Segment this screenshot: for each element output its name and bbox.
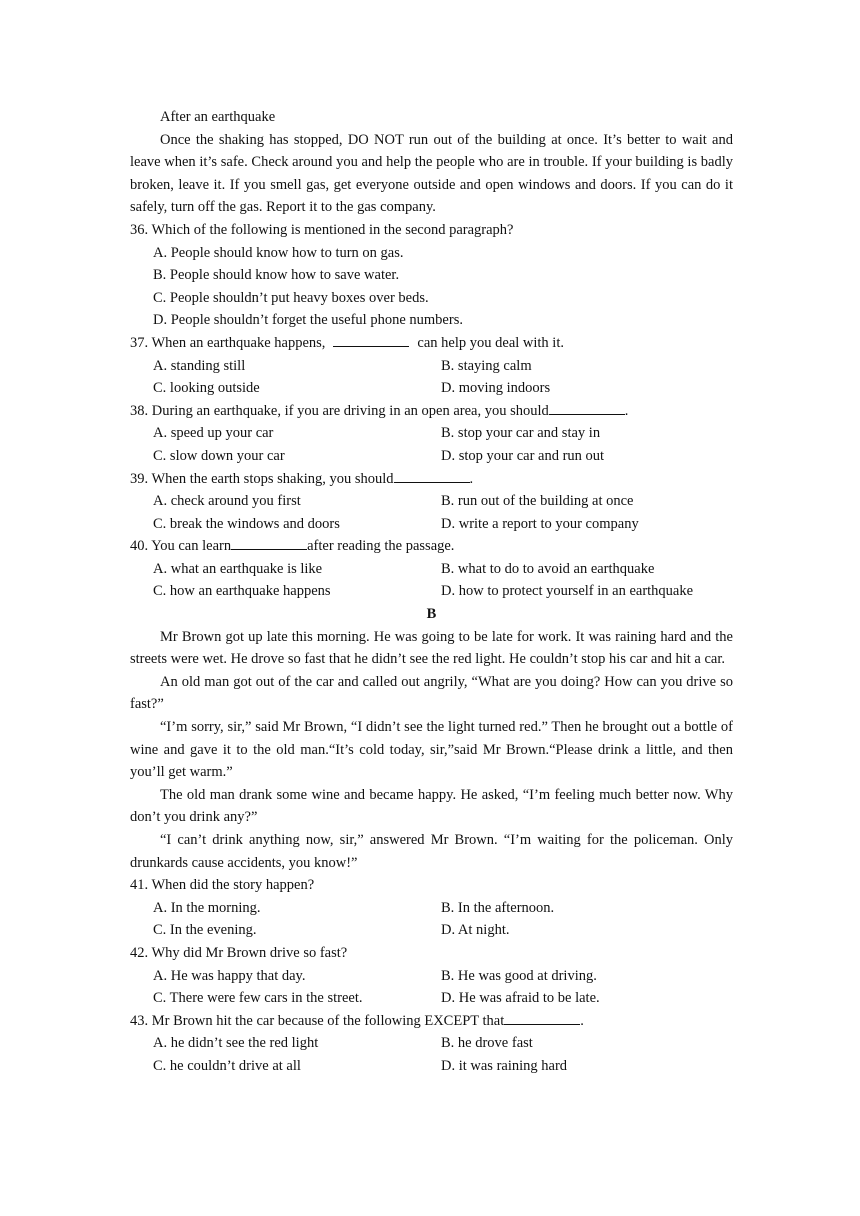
option-a: A. He was happy that day. bbox=[153, 967, 306, 984]
option-d: D. At night. bbox=[441, 922, 510, 939]
options-row bbox=[130, 490, 733, 513]
options-row bbox=[130, 987, 733, 1010]
answer-blank bbox=[394, 468, 470, 483]
passage-b-paragraph-3: “I’m sorry, sir,” said Mr Brown, “I didn’t see the light turned red.” Then he brought out a bottle of wine and gave it to the old man.“It’s cold today, sir,”said Mr Brown.“Please drink a little, and then you’ll get warm.” bbox=[130, 719, 733, 781]
question-43 bbox=[130, 1010, 733, 1078]
question-stem: 36. Which of the following is mentioned in the second paragraph? bbox=[130, 221, 514, 238]
stem-before: 39. When the earth stops shaking, you should bbox=[130, 470, 394, 487]
passage-a-title: After an earthquake bbox=[160, 109, 276, 125]
options-row bbox=[130, 558, 733, 581]
question-stem bbox=[130, 468, 733, 491]
options-row bbox=[130, 445, 733, 468]
stem-after: can help you deal with it. bbox=[417, 334, 564, 351]
question-41 bbox=[130, 874, 733, 942]
passage-b-paragraph-2: An old man got out of the car and called out angrily, “What are you doing? How can you drive so fast?” bbox=[130, 673, 733, 713]
passage-b-paragraph-5: “I can’t drink anything now, sir,” answered Mr Brown. “I’m waiting for the policeman. Only drunkards cause accidents, you know!” bbox=[130, 832, 733, 871]
options-row bbox=[130, 422, 733, 445]
stem-before: 37. When an earthquake happens, bbox=[130, 334, 326, 351]
option-c: C. People shouldn’t put heavy boxes over beds. bbox=[153, 289, 429, 306]
option-c: C. break the windows and doors bbox=[153, 515, 340, 532]
option-a: A. what an earthquake is like bbox=[153, 560, 323, 577]
options-row bbox=[130, 1055, 733, 1078]
option-d: D. it was raining hard bbox=[441, 1057, 568, 1074]
options-row bbox=[130, 513, 733, 536]
options-row bbox=[130, 919, 733, 942]
question-stem bbox=[130, 332, 733, 355]
option-c: C. looking outside bbox=[153, 380, 260, 397]
option-d: D. He was afraid to be late. bbox=[441, 990, 600, 1007]
question-38 bbox=[130, 400, 733, 468]
passage-b-paragraph-1: Mr Brown got up late this morning. He was going to be late for work. It was raining hard and the streets were wet. He drove so fast that he didn’t see the red light. He couldn’t stop his car and hit a car. bbox=[130, 628, 733, 668]
question-36 bbox=[130, 219, 733, 332]
stem-after: . bbox=[580, 1012, 584, 1029]
stem-before: 38. During an earthquake, if you are driving in an open area, you should bbox=[130, 402, 549, 419]
option-b: B. He was good at driving. bbox=[441, 967, 597, 984]
option-c: C. There were few cars in the street. bbox=[153, 990, 363, 1007]
option-c: C. how an earthquake happens bbox=[153, 583, 331, 600]
option-c: C. In the evening. bbox=[153, 922, 257, 939]
question-stem: 41. When did the story happen? bbox=[130, 877, 315, 894]
option-a: A. he didn’t see the red light bbox=[153, 1035, 319, 1052]
option-b: B. stop your car and stay in bbox=[441, 425, 601, 442]
option-a: A. In the morning. bbox=[153, 899, 261, 916]
answer-blank bbox=[231, 535, 307, 550]
question-stem: 42. Why did Mr Brown drive so fast? bbox=[130, 944, 348, 961]
section-b-heading: B bbox=[426, 606, 437, 623]
question-40 bbox=[130, 535, 733, 603]
option-d: D. stop your car and run out bbox=[441, 447, 605, 464]
question-37 bbox=[130, 332, 733, 400]
document-content bbox=[130, 106, 733, 1078]
option-b: B. he drove fast bbox=[441, 1035, 533, 1052]
question-stem bbox=[130, 1010, 733, 1033]
stem-after: . bbox=[624, 402, 629, 419]
stem-after: . bbox=[469, 470, 474, 487]
option-a: A. People should know how to turn on gas. bbox=[153, 244, 404, 261]
passage-a-paragraph: Once the shaking has stopped, DO NOT run out of the building at once. It’s better to wait and leave when it’s safe. Check around you and help the people who are in trouble. If your building is badly broken, leave it. If you smell gas, get everyone outside and open windows and doors. If you can do it safely, turn off the gas. Report it to the gas company. bbox=[130, 131, 733, 216]
option-a: A. check around you first bbox=[153, 493, 301, 510]
answer-blank bbox=[549, 400, 625, 415]
option-d: D. write a report to your company bbox=[441, 515, 639, 532]
stem-before: 43. Mr Brown hit the car because of the following EXCEPT that bbox=[130, 1012, 505, 1029]
stem-after: after reading the passage. bbox=[307, 538, 455, 555]
question-42 bbox=[130, 942, 733, 1010]
question-stem bbox=[130, 535, 733, 558]
answer-blank bbox=[333, 332, 409, 347]
options-row bbox=[130, 965, 733, 988]
option-d: D. People shouldn’t forget the useful phone numbers. bbox=[153, 312, 463, 329]
passage-b-paragraph-4: The old man drank some wine and became happy. He asked, “I’m feeling much better now. Why don’t you drink any?” bbox=[130, 786, 733, 826]
question-stem bbox=[130, 400, 733, 423]
option-b: B. In the afternoon. bbox=[441, 899, 555, 916]
options-row bbox=[130, 355, 733, 378]
answer-blank bbox=[504, 1010, 580, 1025]
option-b: B. what to do to avoid an earthquake bbox=[441, 560, 655, 577]
option-b: B. run out of the building at once bbox=[441, 493, 634, 510]
option-c: C. he couldn’t drive at all bbox=[153, 1057, 301, 1074]
options-row bbox=[130, 377, 733, 400]
stem-before: 40. You can learn bbox=[130, 538, 232, 555]
options-row bbox=[130, 1032, 733, 1055]
options-row bbox=[130, 580, 733, 603]
option-a: A. standing still bbox=[153, 357, 246, 374]
options-row bbox=[130, 897, 733, 920]
option-b: B. staying calm bbox=[441, 357, 532, 374]
question-39 bbox=[130, 468, 733, 536]
option-b: B. People should know how to save water. bbox=[153, 267, 400, 284]
option-c: C. slow down your car bbox=[153, 447, 285, 464]
option-d: D. how to protect yourself in an earthquake bbox=[441, 583, 694, 600]
option-d: D. moving indoors bbox=[441, 380, 551, 397]
option-a: A. speed up your car bbox=[153, 425, 274, 442]
